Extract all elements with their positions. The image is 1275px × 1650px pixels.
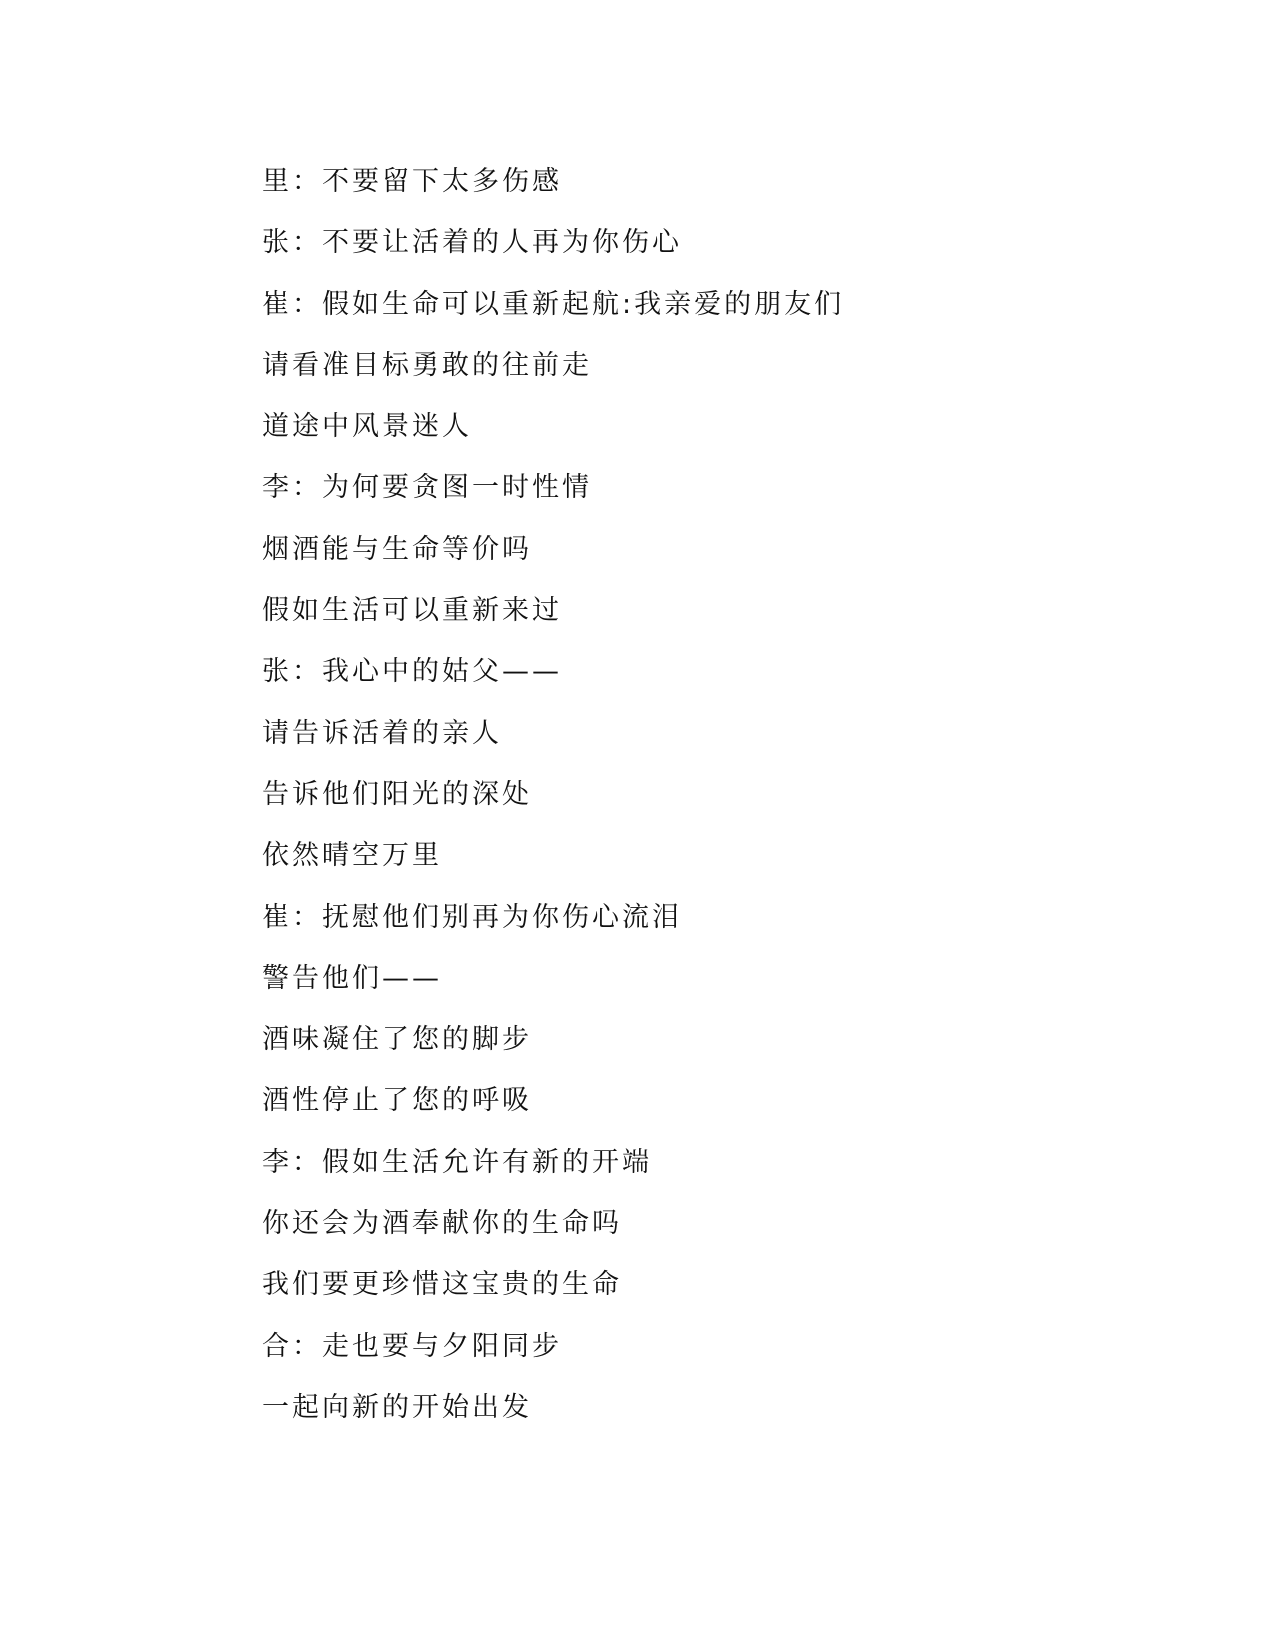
text-line: 告诉他们阳光的深处 xyxy=(262,778,532,810)
text-line: 张：不要让活着的人再为你伤心 xyxy=(262,227,682,259)
text-line: 你还会为酒奉献你的生命吗 xyxy=(262,1208,622,1240)
text-line: 崔：抚慰他们别再为你伤心流泪 xyxy=(262,901,682,933)
text-line: 道途中风景迷人 xyxy=(262,411,472,443)
text-line: 张：我心中的姑父—— xyxy=(262,656,562,688)
text-line: 请看准目标勇敢的往前走 xyxy=(262,349,592,381)
text-line: 假如生活可以重新来过 xyxy=(262,595,562,627)
text-line: 依然晴空万里 xyxy=(262,840,442,872)
text-line: 请告诉活着的亲人 xyxy=(262,717,502,749)
text-line: 合：走也要与夕阳同步 xyxy=(262,1330,562,1362)
text-line: 里：不要留下太多伤感 xyxy=(262,166,562,197)
text-line: 酒味凝住了您的脚步 xyxy=(262,1024,532,1056)
text-line: 警告他们—— xyxy=(262,962,442,994)
text-line: 酒性停止了您的呼吸 xyxy=(262,1085,532,1117)
text-line: 我们要更珍惜这宝贵的生命 xyxy=(262,1269,622,1301)
text-line: 烟酒能与生命等价吗 xyxy=(262,533,532,565)
poem-text xyxy=(262,164,1162,1451)
text-line: 一起向新的开始出发 xyxy=(262,1391,532,1423)
text-line: 李：假如生活允许有新的开端 xyxy=(262,1146,652,1178)
text-line: 李：为何要贪图一时性情 xyxy=(262,472,592,504)
text-line: 崔：假如生命可以重新起航:我亲爱的朋友们 xyxy=(262,288,845,320)
